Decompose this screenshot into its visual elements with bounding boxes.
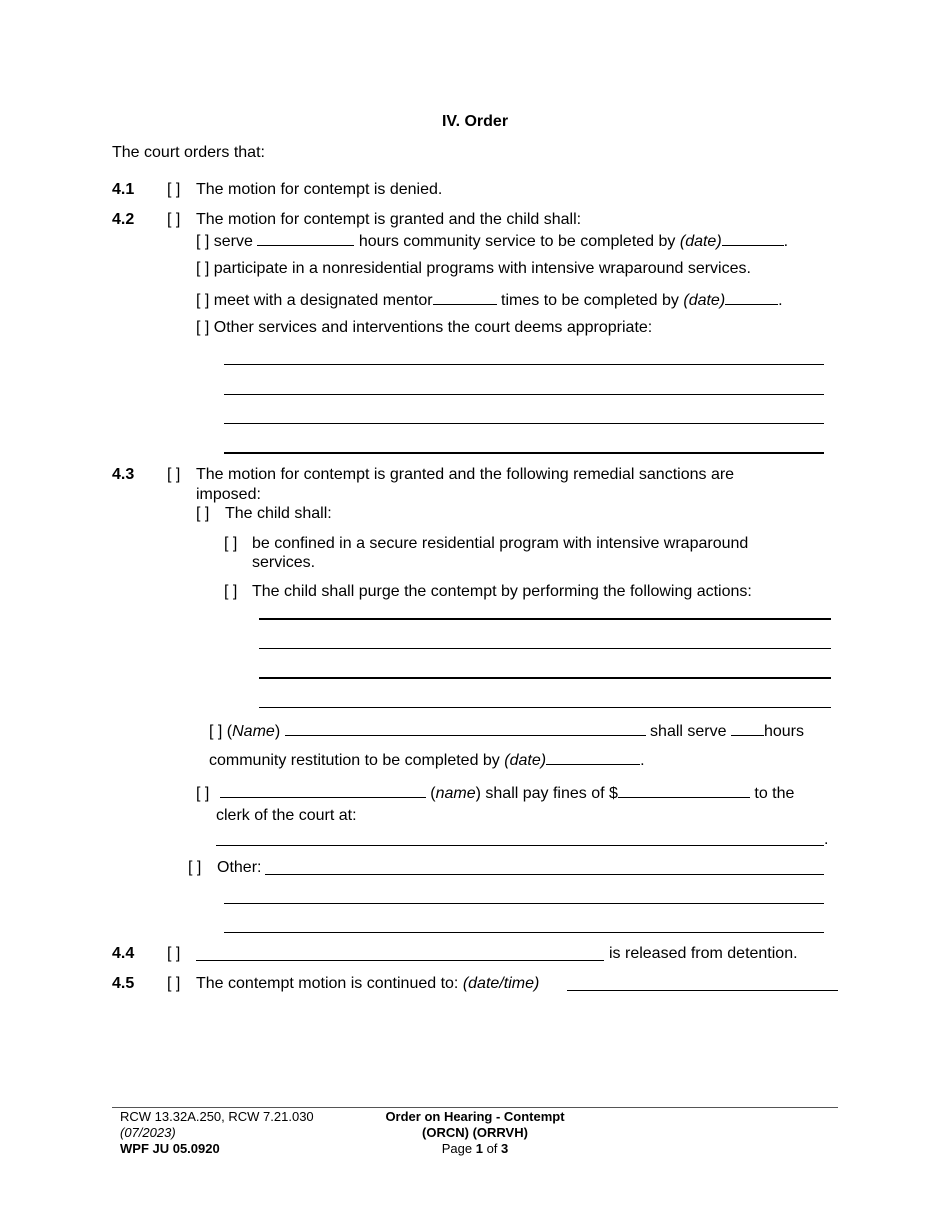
page-title: IV. Order — [441, 113, 509, 130]
service-date-field[interactable] — [722, 230, 784, 246]
section-4-4-number: 4.4 — [112, 945, 135, 962]
intro-text: The court orders that: — [112, 144, 265, 161]
other-services-line-1[interactable] — [224, 364, 824, 365]
community-service-checkbox-label[interactable]: [ ] serve — [196, 233, 253, 250]
section-4-2-number: 4.2 — [112, 211, 135, 228]
page-number: 1 — [475, 1141, 483, 1156]
section-4-3-text-line-1: The motion for contempt is granted and the following remedial sanctions are — [196, 466, 735, 483]
option-community-service: [ ] serve hours community service to be completed by (date) . — [196, 230, 788, 251]
other-sanction-line-3[interactable] — [224, 932, 824, 933]
restitution-date-field[interactable] — [546, 749, 640, 765]
other-sanction-line-1[interactable] — [265, 874, 824, 875]
purge-checkbox[interactable]: [ ] — [224, 583, 238, 600]
hours-text: hours — [763, 723, 805, 740]
confined-text-line-2: services. — [252, 554, 316, 571]
to-the-text: to the — [754, 785, 795, 802]
restitution-line-2: community restitution to be completed by (date) . — [209, 749, 645, 770]
other-sanction-label: Other: — [217, 859, 262, 876]
fines-amount-field[interactable] — [618, 782, 750, 798]
mentor-checkbox-label[interactable]: [ ] meet with a designated mentor — [196, 292, 433, 309]
section-4-3-number: 4.3 — [112, 466, 135, 483]
fines-name-field[interactable] — [220, 782, 426, 798]
clerk-address-line[interactable] — [216, 845, 824, 846]
section-4-3-checkbox[interactable]: [ ] — [167, 466, 181, 483]
purge-line-4[interactable] — [259, 707, 831, 708]
section-4-3-text-line-2: imposed: — [196, 486, 261, 503]
footer-rcw: RCW 13.32A.250, RCW 7.21.030 — [120, 1109, 314, 1124]
service-hours-field[interactable] — [257, 230, 354, 246]
date-label: (date) — [504, 752, 547, 769]
option-mentor: [ ] meet with a designated mentor times to be completed by (date) . — [196, 289, 783, 310]
section-4-1-text: The motion for contempt is denied. — [196, 181, 443, 198]
datetime-label: (date/time) — [462, 975, 540, 992]
section-4-5-number: 4.5 — [112, 975, 135, 992]
section-4-5-checkbox[interactable]: [ ] — [167, 975, 181, 992]
name-lower-label: name — [435, 785, 476, 802]
section-4-1-checkbox[interactable]: [ ] — [167, 181, 181, 198]
footer-date: (07/2023) — [120, 1125, 176, 1140]
page-word: Page — [441, 1141, 473, 1156]
other-sanction-checkbox[interactable]: [ ] — [188, 859, 202, 876]
purge-line-1[interactable] — [259, 618, 831, 620]
option-other-services[interactable]: [ ] Other services and interventions the court deems appropriate: — [196, 319, 653, 336]
pay-fines-text: shall pay fines of $ — [485, 785, 618, 802]
clerk-period: . — [824, 831, 829, 848]
section-4-2-text: The motion for contempt is granted and the child shall: — [196, 211, 582, 228]
mentor-text: times to be completed by — [501, 292, 679, 309]
other-services-line-2[interactable] — [224, 394, 824, 395]
section-4-1-number: 4.1 — [112, 181, 135, 198]
restitution-checkbox[interactable]: [ ] — [209, 723, 223, 740]
shall-serve-text: shall serve — [650, 723, 727, 740]
mentor-date-field[interactable] — [725, 289, 778, 305]
fines-line: [ ] (name) shall pay fines of $ to the — [196, 782, 794, 803]
of-word: of — [486, 1141, 498, 1156]
restitution-text: community restitution to be completed by — [209, 752, 500, 769]
confined-checkbox[interactable]: [ ] — [224, 535, 238, 552]
mentor-times-field[interactable] — [433, 289, 497, 305]
page-total: 3 — [501, 1141, 509, 1156]
fines-checkbox[interactable]: [ ] — [196, 785, 210, 802]
section-4-4-checkbox[interactable]: [ ] — [167, 945, 181, 962]
date-label: (date) — [683, 292, 726, 309]
restitution-line: [ ] (Name) shall serve hours — [209, 720, 804, 741]
clerk-text: clerk of the court at: — [216, 807, 357, 824]
child-shall-text: The child shall: — [225, 505, 332, 522]
footer-form-number: WPF JU 05.0920 — [120, 1141, 220, 1156]
restitution-name-field[interactable] — [285, 720, 646, 736]
footer-divider — [112, 1107, 838, 1108]
other-services-line-4[interactable] — [224, 452, 824, 454]
community-service-text: hours community service to be completed by — [358, 233, 676, 250]
section-4-2-checkbox[interactable]: [ ] — [167, 211, 181, 228]
purge-line-2[interactable] — [259, 648, 831, 649]
section-4-5-text — [196, 974, 539, 993]
footer-page — [360, 1141, 590, 1157]
purge-line-3[interactable] — [259, 677, 831, 679]
option-nonresidential-program[interactable]: [ ] participate in a nonresidential programs with intensive wraparound services. — [196, 260, 751, 277]
child-shall-checkbox[interactable]: [ ] — [196, 505, 210, 522]
continued-text: The contempt motion is continued to: — [196, 975, 459, 992]
restitution-hours-field[interactable] — [731, 720, 764, 736]
confined-text-line-1: be confined in a secure residential program with intensive wraparound — [252, 535, 749, 552]
footer-title: Order on Hearing - Contempt — [385, 1109, 565, 1124]
released-name-field[interactable] — [196, 960, 604, 961]
continued-datetime-field[interactable] — [567, 990, 838, 991]
date-label: (date) — [679, 233, 722, 250]
name-label: Name — [232, 723, 275, 740]
purge-text: The child shall purge the contempt by performing the following actions: — [252, 583, 752, 600]
other-services-line-3[interactable] — [224, 423, 824, 424]
other-sanction-line-2[interactable] — [224, 903, 824, 904]
footer-codes: (ORCN) (ORRVH) — [422, 1125, 528, 1140]
section-4-4-text: is released from detention. — [609, 945, 798, 962]
